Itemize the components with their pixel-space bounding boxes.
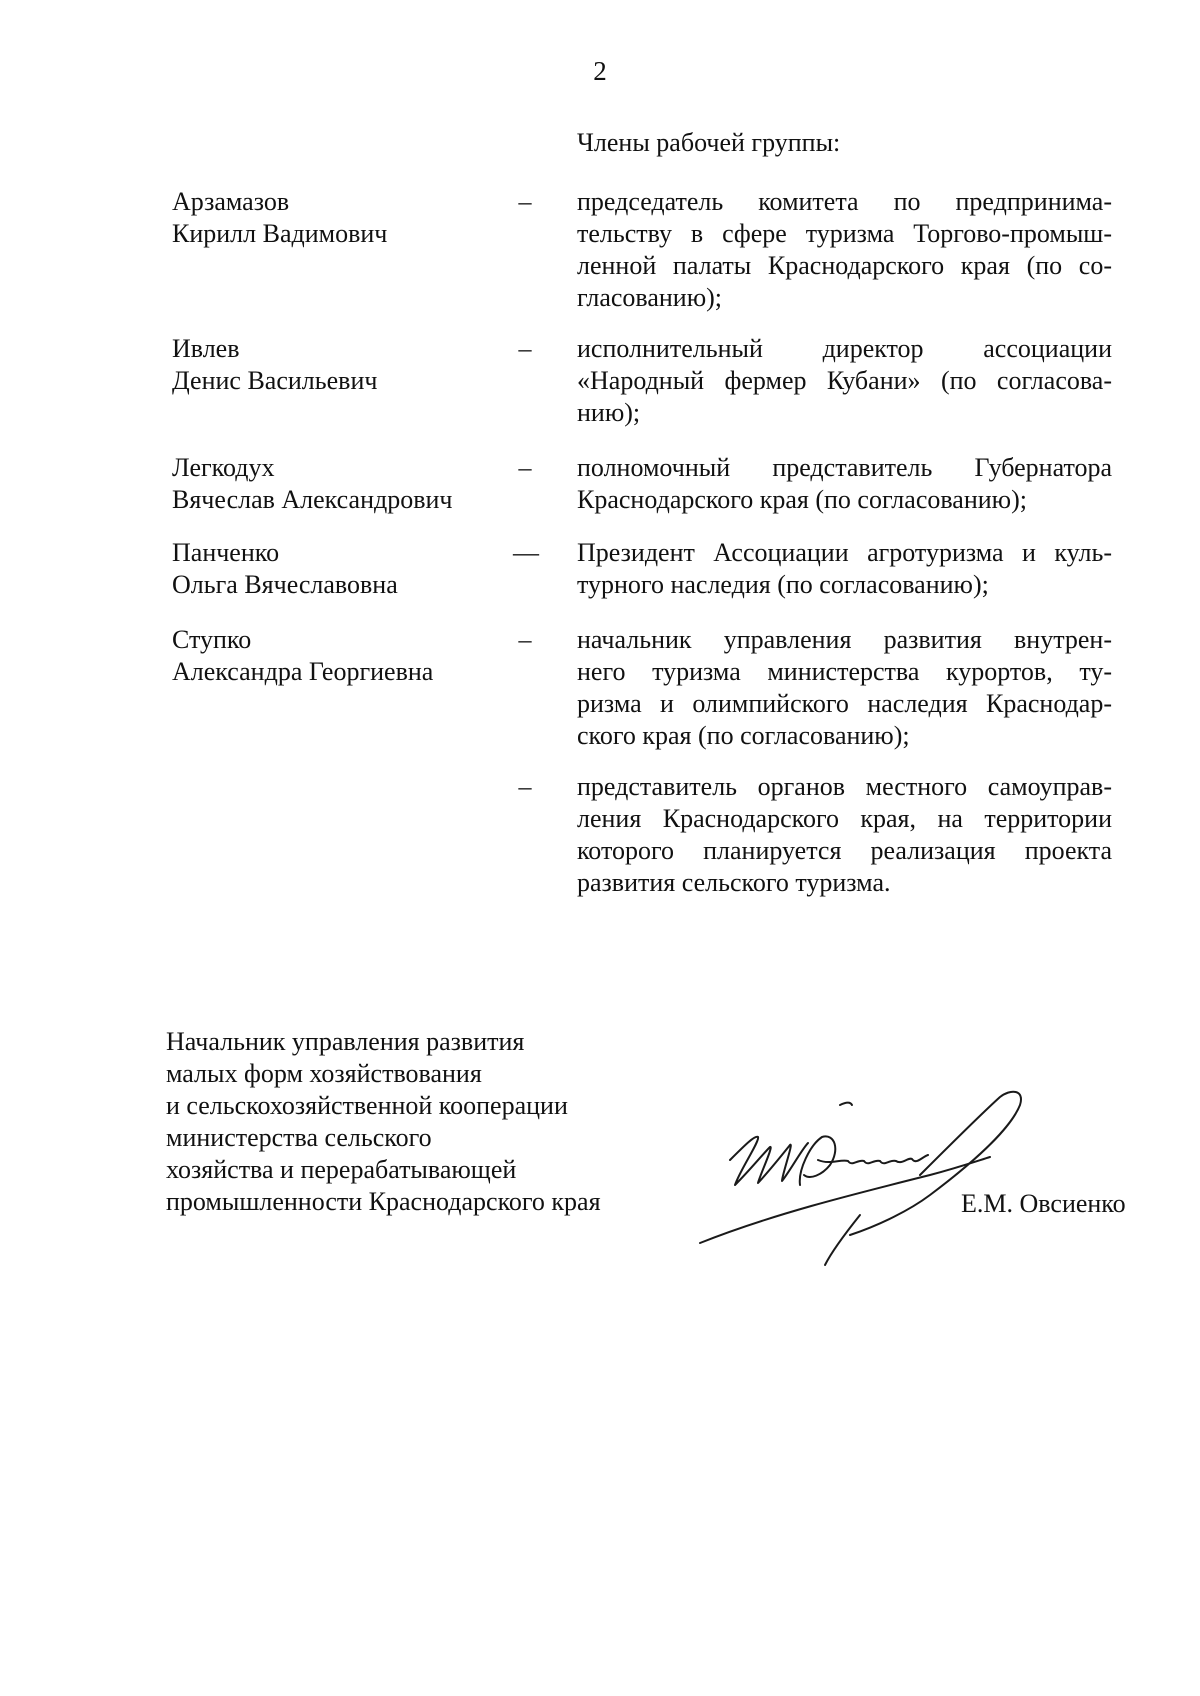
working-group-heading: Члены рабочей группы: [577,128,841,157]
member-role [577,333,1112,429]
role-line: ления Краснодарского края, на территории [577,804,1112,833]
role-line: «Народный фермер Кубани» (по согласова- [577,366,1112,395]
member-dash: – [518,772,532,801]
member-name [172,537,512,601]
role-line: ризма и олимпийского наследия Краснодар- [577,689,1112,718]
member-role [577,186,1112,314]
member-dash: – [518,187,532,216]
handwritten-signature [690,1075,1090,1275]
member-given-names: Александра Георгиевна [172,657,434,686]
member-role [577,624,1112,752]
role-line: развития сельского туризма. [577,868,891,897]
role-line: представитель органов местного самоуправ- [577,772,1112,801]
role-line: Краснодарского края (по согласованию); [577,485,1027,514]
role-line: Президент Ассоциации агротуризма и куль- [577,538,1112,567]
member-dash: – [518,625,532,654]
role-line: тельству в сфере туризма Торгово-промыш- [577,219,1112,248]
member-name [172,186,512,250]
member-surname: Легкодух [172,453,275,482]
role-line: него туризма министерства курортов, ту- [577,657,1112,686]
signatory-title-line: и сельскохозяйственной кооперации [166,1091,568,1120]
member-surname: Арзамазов [172,187,290,216]
signatory-title-line: малых форм хозяйствования [166,1059,482,1088]
member-given-names: Ольга Вячеславовна [172,570,398,599]
signatory-title-line: промышленности Краснодарского края [166,1187,601,1216]
role-line: нию); [577,398,641,427]
member-role [577,771,1112,899]
role-line: начальник управления развития внутрен- [577,625,1112,654]
signatory-name: Е.М. Овсиенко [961,1189,1126,1218]
member-surname: Ивлев [172,334,240,363]
member-name [172,333,512,397]
signatory-title-line: министерства сельского [166,1123,432,1152]
member-given-names: Денис Васильевич [172,366,378,395]
member-role [577,537,1112,601]
signatory-title-line: хозяйства и перерабатывающей [166,1155,517,1184]
role-line: исполнительный директор ассоциации [577,334,1112,363]
member-given-names: Кирилл Вадимович [172,219,388,248]
role-line: турного наследия (по согласованию); [577,570,989,599]
role-line: гласованию); [577,283,723,312]
member-dash: — [513,538,539,567]
member-dash: – [518,334,532,363]
role-line: ленной палаты Краснодарского края (по со- [577,251,1112,280]
page-number: 2 [593,56,607,86]
member-surname: Ступко [172,625,252,654]
member-role [577,452,1112,516]
member-given-names: Вячеслав Александрович [172,485,453,514]
member-name [172,452,512,516]
member-dash: – [518,453,532,482]
role-line: ского края (по согласованию); [577,721,910,750]
role-line: которого планируется реализация проекта [577,836,1112,865]
signatory-title-line: Начальник управления развития [166,1027,525,1056]
member-name [172,624,512,688]
member-surname: Панченко [172,538,280,567]
role-line: председатель комитета по предпринима- [577,187,1112,216]
role-line: полномочный представитель Губернатора [577,453,1112,482]
signatory-title [166,1026,706,1218]
